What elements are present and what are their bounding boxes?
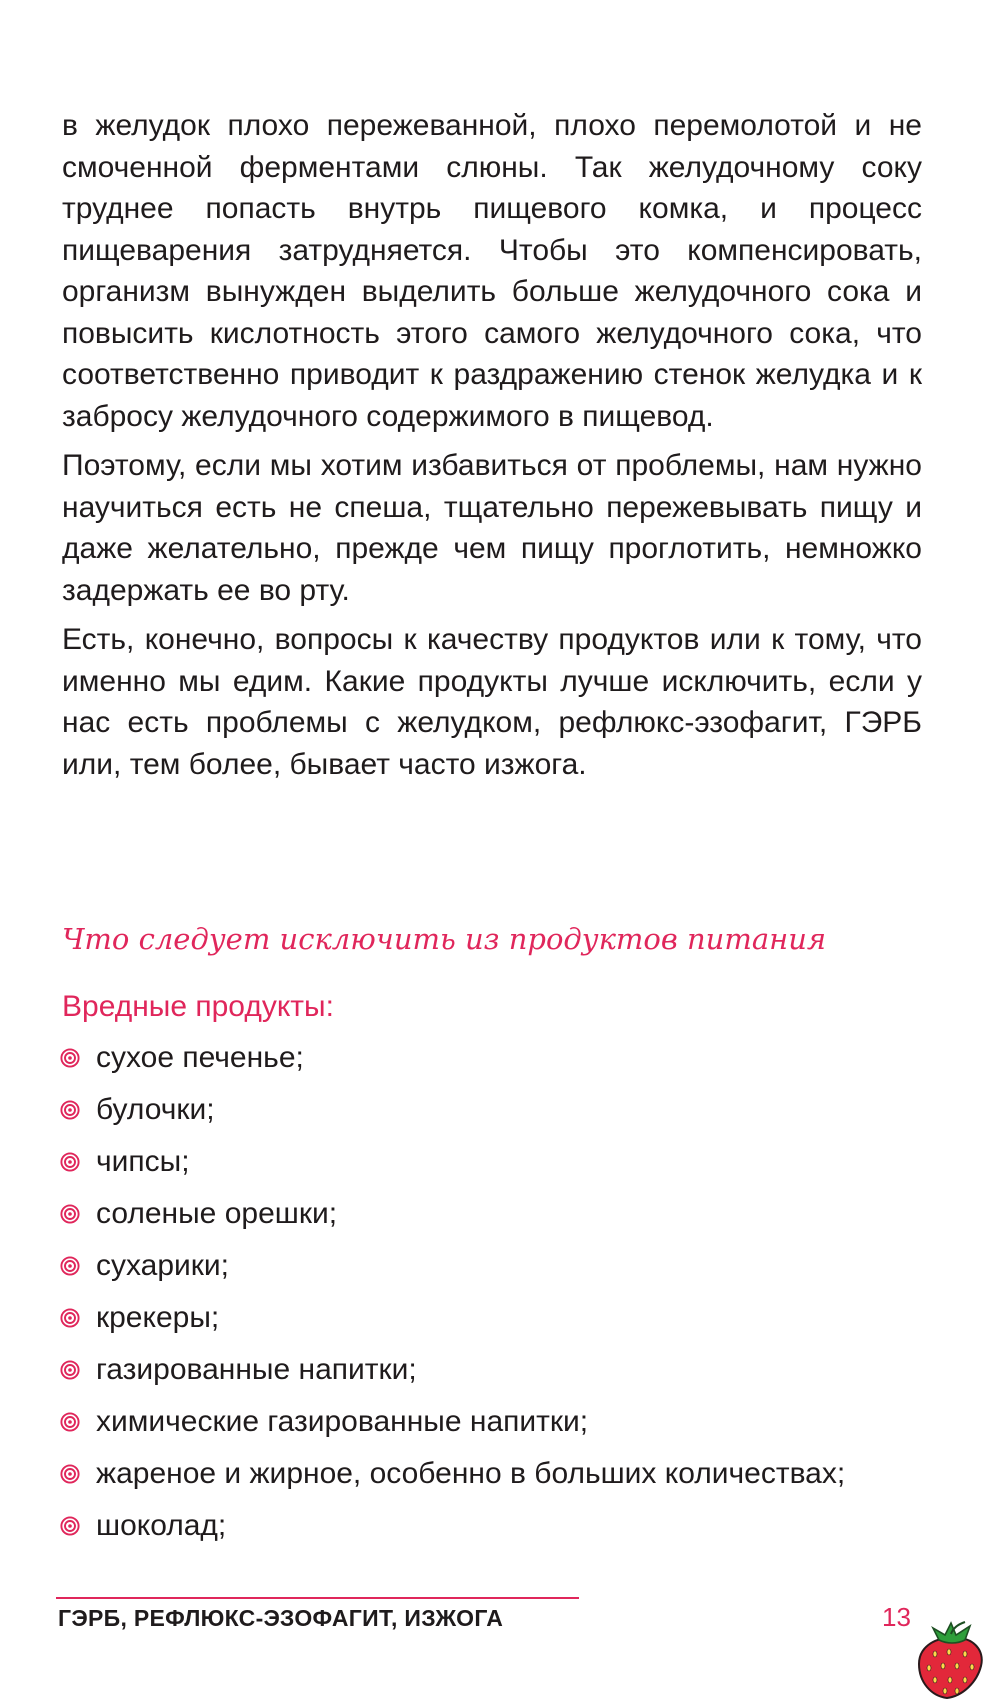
target-icon: [60, 1308, 80, 1328]
target-icon: [60, 1516, 80, 1536]
harmful-products-list: [56, 1037, 926, 1557]
target-icon: [60, 1048, 80, 1068]
list-item-text: шоколад;: [96, 1509, 227, 1542]
running-footer-title: ГЭРБ, РЕФЛЮКС-ЭЗОФАГИТ, ИЗЖОГА: [58, 1605, 504, 1631]
target-icon: [60, 1360, 80, 1380]
target-icon: [60, 1152, 80, 1172]
list-item: [56, 1349, 926, 1391]
list-item-text: крекеры;: [96, 1301, 220, 1334]
list-item-text: сухое печенье;: [96, 1041, 304, 1074]
footer-divider: [56, 1597, 579, 1599]
target-icon: [60, 1464, 80, 1484]
paragraph-2: Поэтому, если мы хотим избавиться от проблемы, нам нужно научиться есть не спеша, тщательно пережевывать пищу и даже желательно, прежде чем пищу проглотить, немножко задержать ее во рту.: [62, 449, 922, 607]
list-item-text: химические газированные напитки;: [96, 1405, 589, 1438]
list-heading: Вредные продукты:: [62, 990, 334, 1023]
paragraph-3: Есть, конечно, вопросы к качеству продуктов или к тому, что именно мы едим. Какие продукты лучше исключить, если у нас есть проблемы с желудком, рефлюкс-эзофагит, ГЭРБ или, тем более, бывает часто изжога.: [62, 623, 922, 781]
page-number: 13: [882, 1602, 911, 1632]
list-item: [56, 1505, 926, 1547]
list-item: [56, 1193, 926, 1235]
strawberry-icon: [915, 1620, 987, 1700]
target-icon: [60, 1256, 80, 1276]
list-item: [56, 1245, 926, 1287]
body-text: [62, 105, 922, 785]
list-item-text: булочки;: [96, 1093, 215, 1126]
list-item-text: чипсы;: [96, 1145, 190, 1178]
list-item: [56, 1297, 926, 1339]
list-item: [56, 1089, 926, 1131]
list-item: [56, 1037, 926, 1079]
list-item-text: сухарики;: [96, 1249, 230, 1282]
paragraph-1: в желудок плохо пережеванной, плохо перемолотой и не смоченной ферментами слюны. Так желудочному соку труднее попасть внутрь пищевого комка, и процесс пищеварения затрудняется. Чтобы это компенсировать, организм вынужден выделить больше желудочного сока и повысить кислотность этого самого желудочного сока, что соответственно приводит к раздражению стенок желудка и к забросу желудочного содержимого в пищевод.: [62, 109, 922, 433]
list-item: [56, 1453, 926, 1495]
list-item: [56, 1401, 926, 1443]
list-item: [56, 1141, 926, 1183]
target-icon: [60, 1412, 80, 1432]
list-item-text: газированные напитки;: [96, 1353, 417, 1386]
list-item-text: жареное и жирное, особенно в больших количествах;: [96, 1457, 846, 1490]
target-icon: [60, 1204, 80, 1224]
target-icon: [60, 1100, 80, 1120]
list-item-text: соленые орешки;: [96, 1197, 338, 1230]
section-subheading: Что следует исключить из продуктов питания: [62, 922, 827, 956]
